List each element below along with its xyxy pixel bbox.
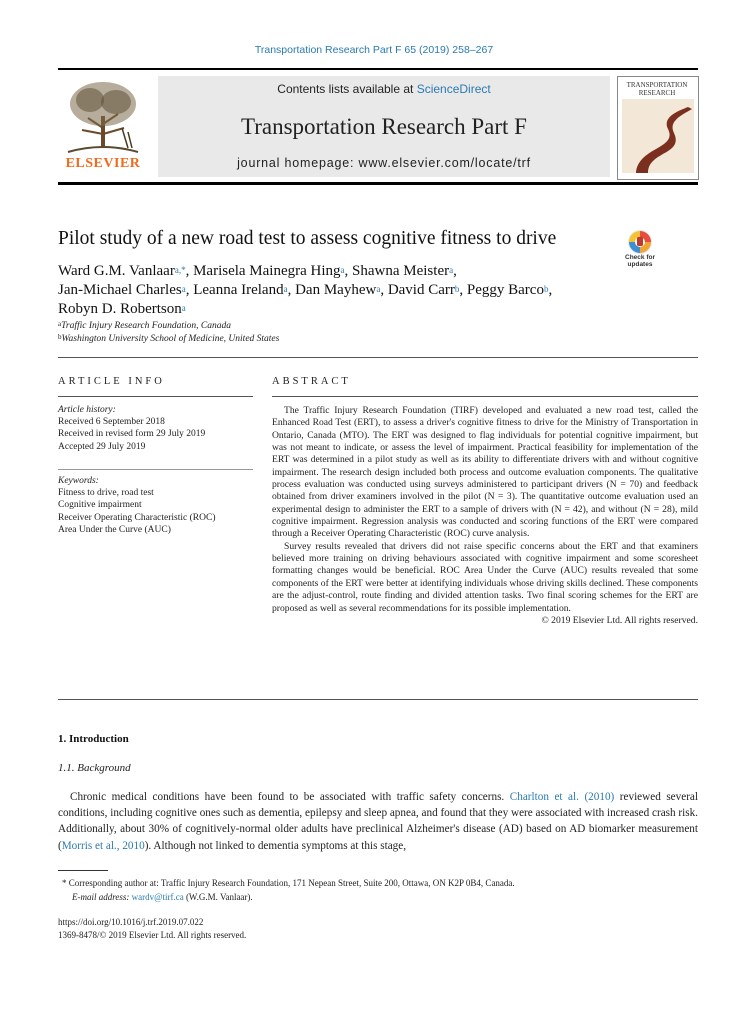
keywords-label: Keywords:	[58, 476, 99, 486]
section-divider	[58, 357, 698, 358]
abstract-body	[272, 405, 698, 627]
author[interactable]: Marisela Mainegra Hing$^a$,	[193, 263, 353, 279]
article-info-rule	[58, 396, 253, 397]
intro-paragraph: Chronic medical conditions have been found to be associated with traffic safety concerns. Charlton et al. (2010) reviewed several conditions, including cognitive ones such as dementia, epilepsy and sleep apnea, and found that they were associated with increased crash risk. Additionally, about 30% of cognitively-normal older adults have preclinical Alzheimer's disease (AD) based on AD biomarker measurement (Morris et al., 2010). Although not linked to dementia symptoms at this stage,	[58, 791, 698, 852]
author[interactable]: Shawna Meister$^a$,	[352, 263, 457, 279]
footnote-rule	[58, 870, 108, 871]
subsection-heading: 1.1. Background	[58, 762, 131, 774]
author[interactable]: Leanna Ireland$^a$,	[193, 282, 296, 298]
author[interactable]: Robyn D. Robertson$^a$	[58, 301, 186, 317]
contents-line	[158, 82, 610, 96]
keywords-rule	[58, 469, 253, 470]
abstract-heading: ABSTRACT	[272, 376, 351, 387]
email-note: E-mail address: wardv@tirf.ca (W.G.M. Vanlaar).	[72, 892, 253, 902]
header-bottom-rule	[58, 182, 698, 185]
affiliation: $^b$Washington University School of Medicine, United States	[58, 333, 280, 344]
cover-title: TRANSPORTATION RESEARCH	[626, 81, 688, 97]
history-item: Received in revised form 29 July 2019	[58, 429, 206, 440]
author[interactable]: Peggy Barco$^b$,	[466, 282, 553, 298]
abstract-paragraph: Survey results revealed that drivers did not raise specific concerns about the ERT and that examiners believed more training on driving behaviours associated with cognitive impairment and some scoresheet formatting changes would be beneficial. ROC Area Under the Curve (AUC) results revealed that some components of the ERT were better at identifying individuals whose driving skills declined. These components are the adjust-control, route finding and divided attention tasks. Two final scoring schemes for the ERT are proposed as well as several recommendations for its possible implementation.	[272, 540, 698, 614]
header-top-rule	[58, 68, 698, 70]
author[interactable]: Dan Mayhew$^a$,	[295, 282, 388, 298]
citation-link[interactable]: Charlton et al. (2010)	[509, 791, 615, 803]
paper-title: Pilot study of a new road test to assess cognitive fitness to drive	[58, 228, 557, 249]
keyword: Receiver Operating Characteristic (ROC)	[58, 512, 216, 523]
sciencedirect-link[interactable]: ScienceDirect	[416, 82, 491, 96]
article-history	[58, 404, 253, 453]
keyword: Fitness to drive, road test	[58, 488, 154, 499]
history-item: Accepted 29 July 2019	[58, 441, 146, 452]
history-label: Article history:	[58, 405, 116, 415]
affiliation: $^a$Traffic Injury Research Foundation, Canada	[58, 320, 231, 331]
author[interactable]: Ward G.M. Vanlaar$^{a,*}$,	[58, 263, 194, 279]
check-for-updates-label[interactable]: Check for updates	[625, 254, 655, 268]
history-item: Received 6 September 2018	[58, 417, 165, 428]
keywords-block	[58, 475, 253, 536]
article-info-heading: ARTICLE INFO	[58, 376, 165, 387]
doi-link[interactable]: https://doi.org/10.1016/j.trf.2019.07.022	[58, 917, 204, 927]
author[interactable]: Jan-Michael Charles$^a$,	[58, 282, 194, 298]
abstract-paragraph: The Traffic Injury Research Foundation (TIRF) developed and evaluated a new road test, called the Enhanced Road Test (ERT), to assess a driver's cognitive fitness to drive for the Ministry of Transportation in Ontario, Canada (MTO). The ERT was designed to flag individuals for potential cognitive impairment, but was not meant to indicate, or assess the level of impairment. Practical feasibility for implementation of the ERT was determined in a pilot study as well as its ability to differentiate drivers with and without cognitive impairment. The research design included both process and outcome evaluation components. The qualitative process evaluation was conducted using surveys administered to participant drivers (N = 70) and feedback obtained from driver examiners involved in the pilot (N = 3). The quantitative outcome evaluation used an experimental design to administer the ERT to a sample of drivers with (N = 42), and without (N = 28), mild cognitive impairment. Regression analysis was conducted and scoring functions of the ERT were compared through a Receiver Operating Characteristic (ROC) curve analysis.	[272, 405, 698, 540]
section-heading: 1. Introduction	[58, 733, 129, 745]
journal-homepage[interactable]: journal homepage: www.elsevier.com/locate/trf	[237, 156, 531, 170]
contents-prefix: Contents lists available at	[277, 82, 417, 96]
keyword: Area Under the Curve (AUC)	[58, 524, 171, 535]
email-link[interactable]: wardv@tirf.ca	[131, 892, 184, 902]
author[interactable]: David Carr$^b$,	[387, 282, 467, 298]
keyword: Cognitive impairment	[58, 500, 142, 511]
running-head[interactable]: Transportation Research Part F 65 (2019) 258–267	[254, 44, 494, 56]
issn-line: 1369-8478/© 2019 Elsevier Ltd. All rights reserved.	[58, 930, 247, 940]
citation-link[interactable]: Morris et al., 2010	[61, 839, 145, 852]
section-divider	[58, 699, 698, 700]
author-list	[58, 262, 618, 319]
corresponding-author-note: * Corresponding author at: Traffic Injury Research Foundation, 171 Nepean Street, Suite 200, Ottawa, ON K2P 0B4, Canada.	[62, 878, 515, 888]
abstract-rule	[272, 396, 698, 397]
journal-title: Transportation Research Part F	[241, 114, 527, 139]
abstract-copyright: © 2019 Elsevier Ltd. All rights reserved.	[541, 614, 698, 626]
elsevier-wordmark: ELSEVIER	[65, 156, 141, 171]
